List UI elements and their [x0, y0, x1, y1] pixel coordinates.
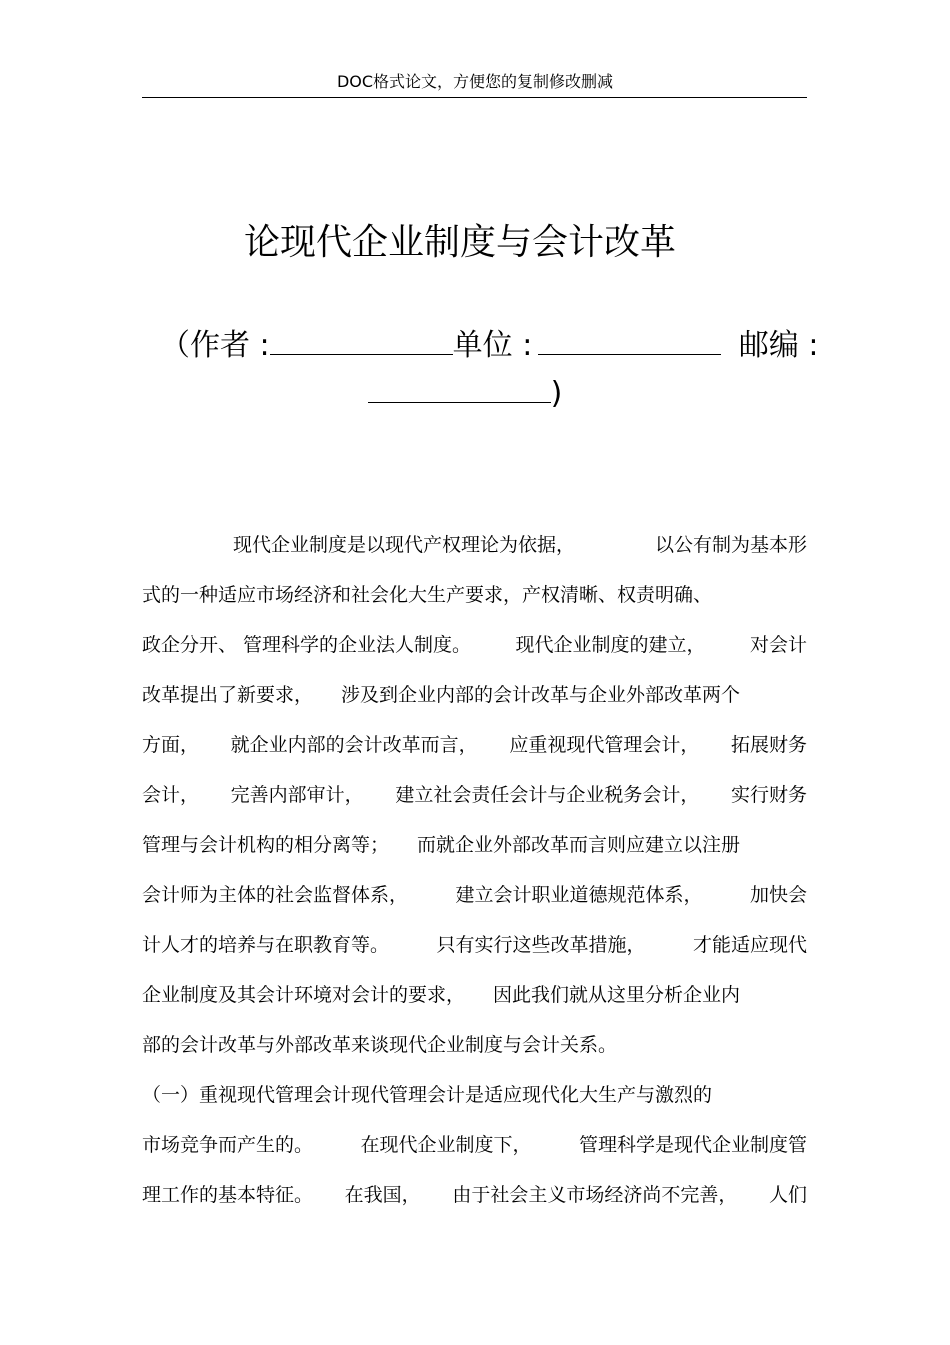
- text-line: [142, 1120, 807, 1170]
- text-segment: 完善内部审计，: [230, 784, 364, 806]
- text-segment: 管理科学是现代企业制度管: [578, 1134, 807, 1156]
- body-text: [142, 520, 807, 1220]
- text-segment: 对会计: [749, 634, 807, 656]
- text-segment: 部的会计改革与外部改革来谈现代企业制度与会计关系。: [142, 1034, 618, 1056]
- text-line: [142, 720, 807, 770]
- text-segment: 实行财务: [730, 784, 807, 806]
- text-segment: 计人才的培养与在职教育等。: [142, 934, 390, 956]
- text-segment: 在现代企业制度下，: [360, 1134, 532, 1156]
- author-info-line: [160, 322, 819, 369]
- close-paren: ): [550, 376, 563, 411]
- text-line: [142, 570, 807, 620]
- document-title: 论现代企业制度与会计改革: [243, 222, 676, 263]
- unit-blank: [538, 322, 721, 355]
- text-line: [142, 1020, 807, 1070]
- text-line: [142, 770, 807, 820]
- text-segment: 在我国，: [344, 1184, 421, 1206]
- postcode-blank: [368, 370, 551, 403]
- text-segment: （一）重视现代管理会计现代管理会计是适应现代化大生产与激烈的: [142, 1084, 713, 1106]
- text-segment: 现代企业制度是以现代产权理论为依据，: [233, 534, 576, 556]
- unit-label: 单位 :: [452, 328, 533, 363]
- text-segment: 现代企业制度的建立，: [515, 634, 706, 656]
- text-segment: 方面，: [142, 734, 200, 756]
- page-header: [0, 70, 950, 94]
- text-line: [142, 970, 807, 1020]
- open-paren: （: [160, 328, 190, 363]
- text-line: [142, 520, 807, 570]
- author-label: 作者 :: [190, 328, 270, 363]
- text-line: [142, 820, 807, 870]
- text-line: [142, 870, 807, 920]
- header-text: DOC格式论文，方便您的复制修改删减: [336, 72, 614, 91]
- text-segment: 会计，: [142, 784, 200, 806]
- text-segment: 拓展财务: [730, 734, 807, 756]
- text-line: [142, 1170, 807, 1220]
- text-segment: 建立社会责任会计与企业税务会计，: [395, 784, 700, 806]
- text-segment: 就企业内部的会计改革而言，: [230, 734, 478, 756]
- text-segment: 会计师为主体的社会监督体系，: [142, 884, 409, 906]
- text-segment: 由于社会主义市场经济尚不完善，: [452, 1184, 738, 1206]
- text-segment: 人们: [768, 1184, 807, 1206]
- text-segment: 因此我们就从这里分析企业内: [493, 984, 741, 1006]
- text-segment: 应重视现代管理会计，: [509, 734, 700, 756]
- text-segment: 而就企业外部改革而言则应建立以注册: [417, 834, 741, 856]
- text-segment: 企业制度及其会计环境对会计的要求，: [142, 984, 466, 1006]
- text-segment: 加快会: [749, 884, 807, 906]
- text-line: [142, 620, 807, 670]
- text-segment: 建立会计职业道德规范体系，: [455, 884, 703, 906]
- text-segment: 涉及到企业内部的会计改革与企业外部改革两个: [341, 684, 741, 706]
- author-info-line-2: [0, 370, 930, 417]
- text-segment: 式的一种适应市场经济和社会化大生产要求，产权清晰、权责明确、: [142, 584, 713, 606]
- text-segment: 以公有制为基本形: [654, 534, 807, 556]
- text-line: [142, 670, 807, 720]
- text-segment: 政企分开、 管理科学的企业法人制度。: [142, 634, 472, 656]
- text-segment: 只有实行这些改革措施，: [436, 934, 646, 956]
- text-line: [142, 1070, 807, 1120]
- text-segment: 管理与会计机构的相分离等；: [142, 834, 390, 856]
- header-divider: [142, 97, 807, 98]
- text-segment: 改革提出了新要求，: [142, 684, 314, 706]
- text-segment: 才能适应现代: [692, 934, 807, 956]
- text-line: [142, 920, 807, 970]
- postcode-label: 邮编 :: [738, 328, 819, 363]
- text-segment: 理工作的基本特征。: [142, 1184, 314, 1206]
- author-blank: [270, 322, 453, 355]
- text-segment: 市场竞争而产生的。: [142, 1134, 314, 1156]
